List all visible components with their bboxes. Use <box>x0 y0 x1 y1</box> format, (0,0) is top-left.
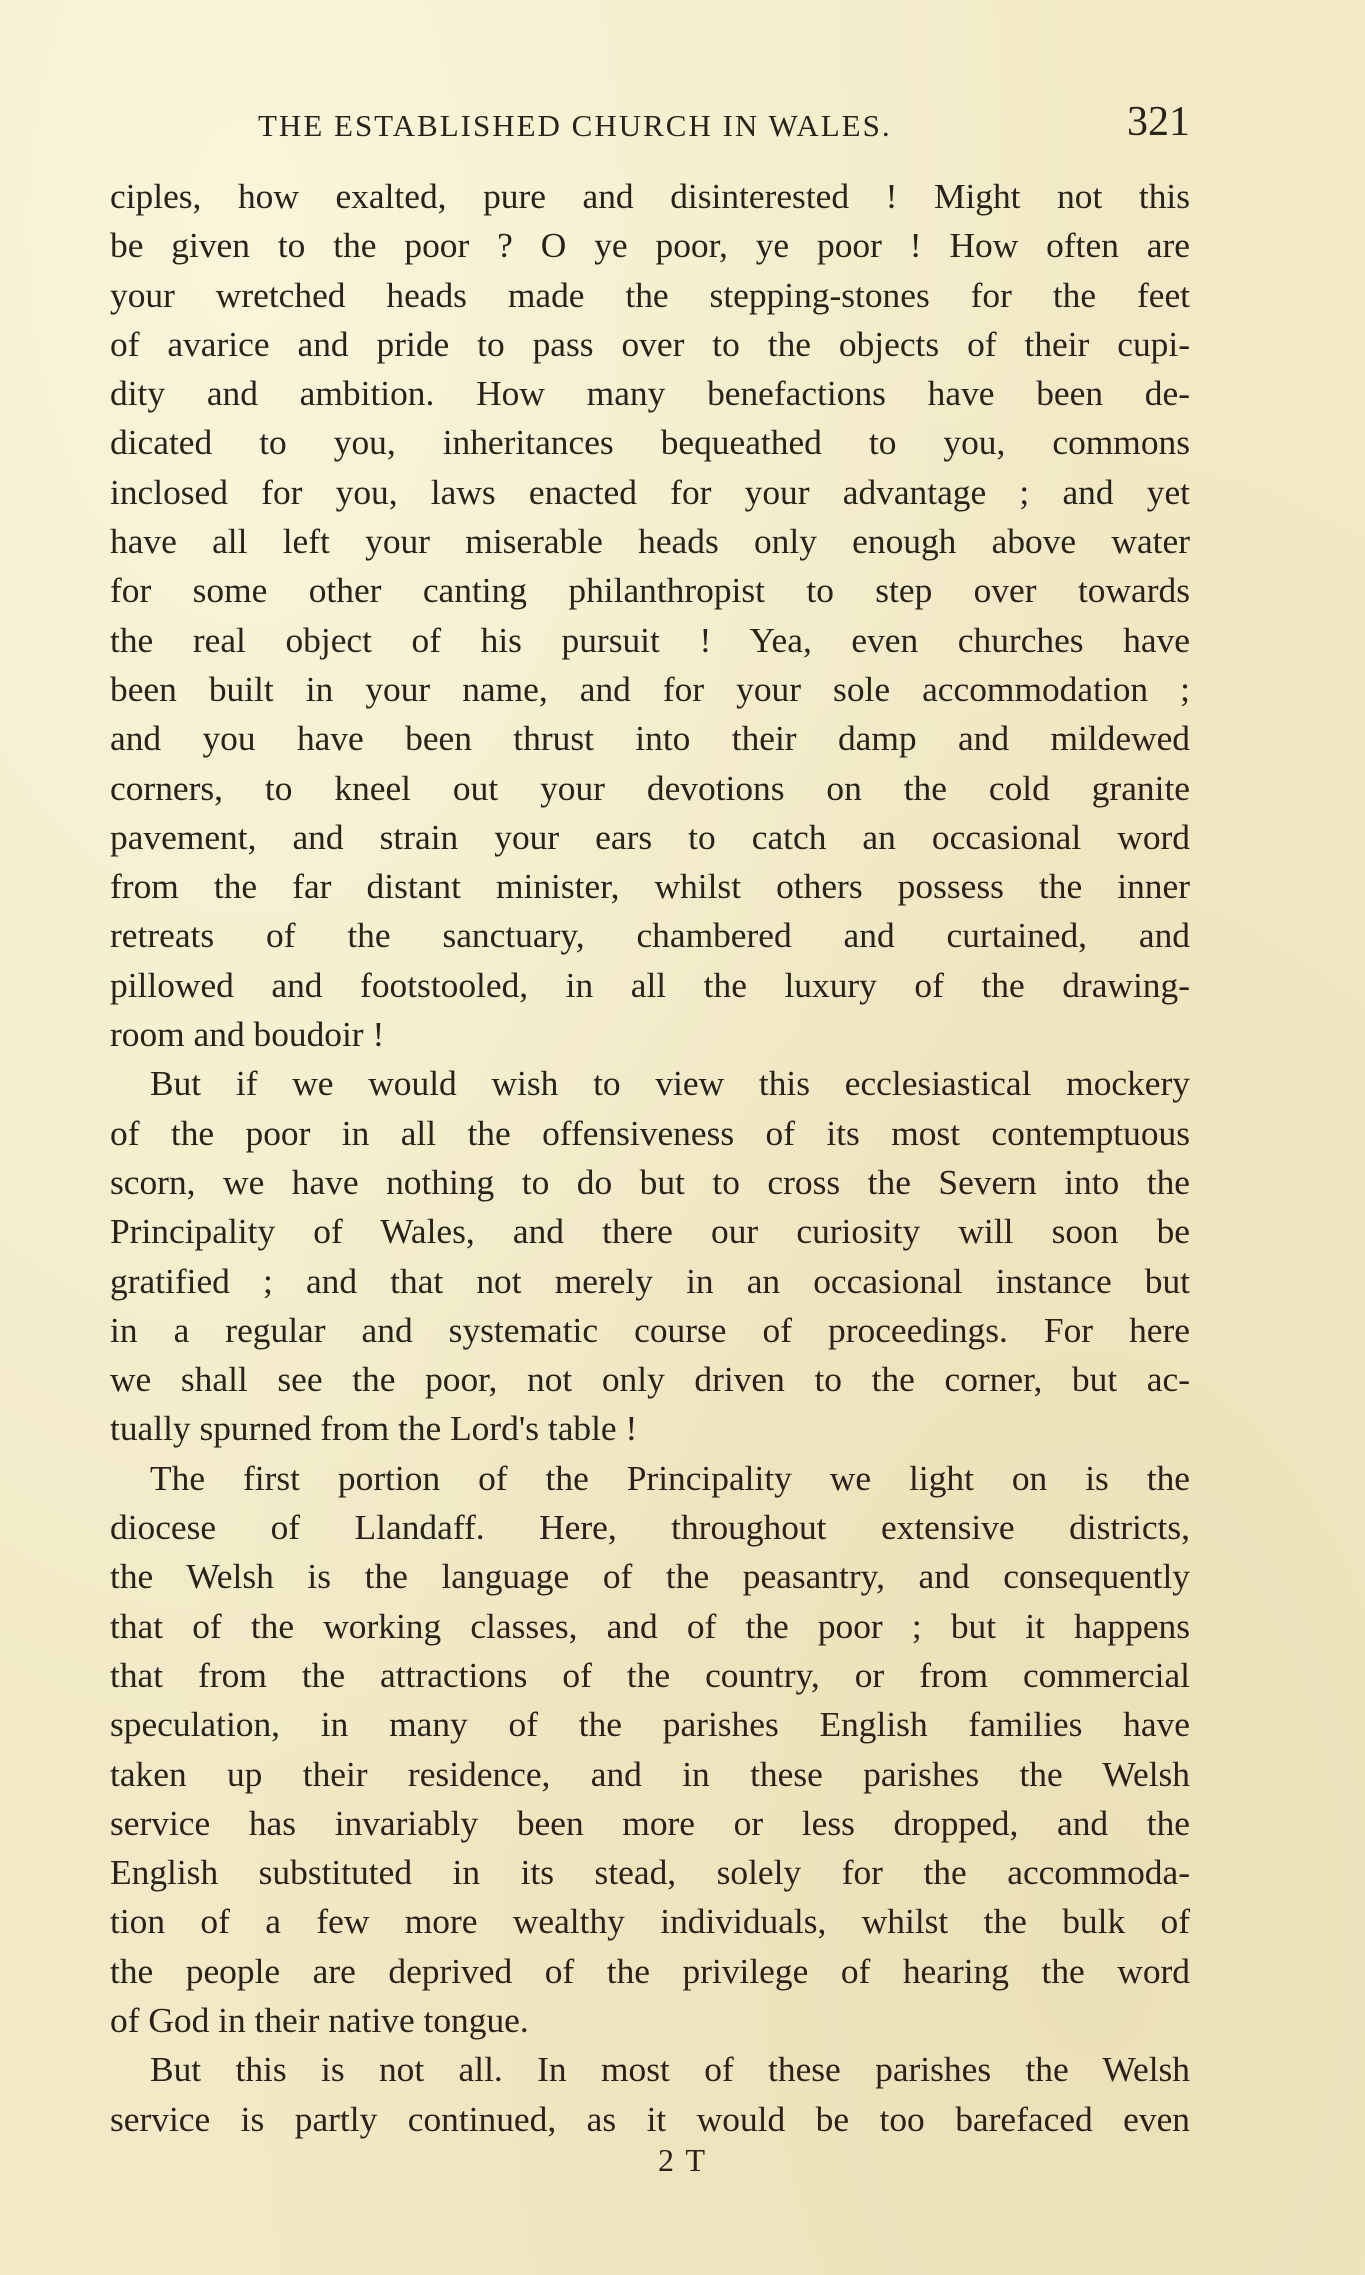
text-line: and you have been thrust into their damp and mildewed <box>110 718 1190 759</box>
paragraph-end-line: room and boudoir ! <box>110 1014 385 1055</box>
page-number: 321 <box>1127 99 1190 145</box>
text-line: diocese of Llandaff. Here, throughout extensive districts, <box>110 1507 1190 1548</box>
text-line: speculation, in many of the parishes English families have <box>110 1704 1190 1745</box>
text-line: of the poor in all the offensiveness of its most contemptuous <box>110 1112 1190 1153</box>
text-line: the real object of his pursuit ! Yea, even churches have <box>110 619 1190 660</box>
text-line: we shall see the poor, not only driven to the corner, but ac- <box>110 1359 1190 1400</box>
text-line: pillowed and footstooled, in all the luxury of the drawing- <box>110 964 1190 1005</box>
text-line: service has invariably been more or less dropped, and the <box>110 1802 1190 1843</box>
text-line: that of the working classes, and of the poor ; but it happens <box>110 1605 1190 1646</box>
text-line: of avarice and pride to pass over to the objects of their cupi- <box>110 323 1190 364</box>
text-line: taken up their residence, and in these parishes the Welsh <box>110 1753 1190 1794</box>
text-line: English substituted in its stead, solely for the accommoda- <box>110 1852 1190 1893</box>
text-line: been built in your name, and for your sole accommodation ; <box>110 668 1190 709</box>
text-line: that from the attractions of the country, or from commercial <box>110 1654 1190 1695</box>
text-line: dicated to you, inheritances bequeathed to you, commons <box>110 422 1190 463</box>
text-line: dity and ambition. How many benefactions have been de- <box>110 373 1190 414</box>
text-line: be given to the poor ? O ye poor, ye poor ! How often are <box>110 225 1190 266</box>
text-line: in a regular and systematic course of proceedings. For here <box>110 1309 1190 1350</box>
text-line: have all left your miserable heads only enough above water <box>110 521 1190 562</box>
page-header <box>110 98 1190 158</box>
text-line: from the far distant minister, whilst others possess the inner <box>110 866 1190 907</box>
text-line: service is partly continued, as it would be too barefaced even <box>110 2098 1190 2139</box>
running-head: THE ESTABLISHED CHURCH IN WALES. <box>258 108 892 143</box>
body-text <box>110 172 1190 2144</box>
signature-mark: 2 T <box>658 2142 707 2178</box>
text-line: corners, to kneel out your devotions on the cold granite <box>110 767 1190 808</box>
paragraph-first-line: The first portion of the Principality we light on is the <box>150 1457 1190 1498</box>
paragraph-first-line: But if we would wish to view this ecclesiastical mockery <box>150 1063 1190 1104</box>
text-line: your wretched heads made the stepping-stones for the feet <box>110 274 1190 315</box>
paragraph-end-line: of God in their native tongue. <box>110 1999 529 2040</box>
text-line: tion of a few more wealthy individuals, whilst the bulk of <box>110 1901 1190 1942</box>
text-line: gratified ; and that not merely in an occasional instance but <box>110 1260 1190 1301</box>
text-line: retreats of the sanctuary, chambered and curtained, and <box>110 915 1190 956</box>
paragraph-first-line: But this is not all. In most of these parishes the Welsh <box>150 2049 1190 2090</box>
text-line: Principality of Wales, and there our curiosity will soon be <box>110 1211 1190 1252</box>
paragraph-end-line: tually spurned from the Lord's table ! <box>110 1408 638 1449</box>
text-line: scorn, we have nothing to do but to cross the Severn into the <box>110 1161 1190 1202</box>
text-line: the people are deprived of the privilege of hearing the word <box>110 1950 1190 1991</box>
text-line: the Welsh is the language of the peasantry, and consequently <box>110 1556 1190 1597</box>
text-line: inclosed for you, laws enacted for your advantage ; and yet <box>110 471 1190 512</box>
text-line: for some other canting philanthropist to step over towards <box>110 570 1190 611</box>
text-line: ciples, how exalted, pure and disinterested ! Might not this <box>110 176 1190 216</box>
text-line: pavement, and strain your ears to catch an occasional word <box>110 816 1190 857</box>
